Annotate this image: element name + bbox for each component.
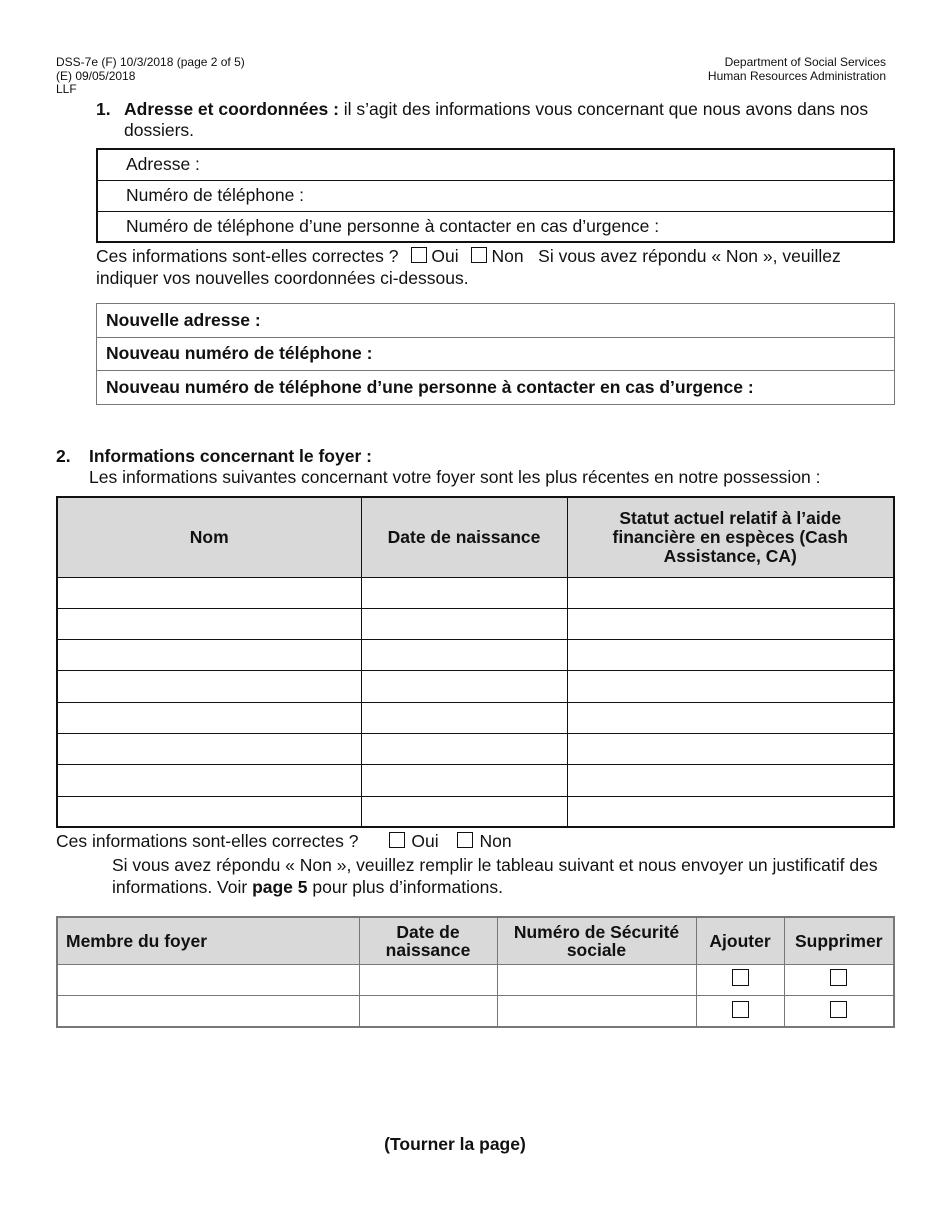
section1-title: Adresse et coordonnées :: [124, 99, 339, 119]
section1-question: [96, 245, 896, 289]
remove-checkbox[interactable]: [830, 1001, 847, 1018]
member-ssn-cell[interactable]: [497, 996, 696, 1028]
table-row: [57, 608, 894, 639]
table-cell: [57, 671, 361, 702]
table-cell: [361, 702, 567, 733]
member-ssn-cell[interactable]: [497, 964, 696, 996]
table-cell: [361, 765, 567, 796]
section2-question-text: Ces informations sont-elles correctes ?: [56, 831, 359, 851]
table-cell: [361, 733, 567, 764]
table-cell: [57, 640, 361, 671]
page-reference: page 5: [252, 877, 308, 897]
section2-yes-label: Oui: [411, 831, 439, 851]
column-header-ssn: Numéro de Sécurité sociale: [497, 917, 696, 964]
section1-question-text: Ces informations sont-elles correctes ?: [96, 246, 399, 266]
new-address-field[interactable]: Nouvelle adresse :: [97, 304, 895, 338]
section2-note: [112, 854, 902, 898]
table-cell: [567, 671, 894, 702]
table-cell: [567, 765, 894, 796]
section1-yes-checkbox[interactable]: [411, 247, 427, 263]
add-cell: [696, 964, 784, 996]
table-cell: [57, 796, 361, 827]
section1-number: 1.: [96, 99, 111, 119]
form-id-line: DSS-7e (F) 10/3/2018 (page 2 of 5): [56, 55, 245, 69]
table-cell: [567, 577, 894, 608]
column-header-name: Nom: [57, 497, 361, 577]
remove-cell: [784, 996, 894, 1028]
table-row: [57, 765, 894, 796]
section2-no-label: Non: [479, 831, 512, 851]
agency-department: Department of Social Services: [724, 55, 886, 69]
table-cell: [567, 796, 894, 827]
section1-heading: [96, 99, 896, 141]
add-checkbox[interactable]: [732, 969, 749, 986]
table-row: [57, 796, 894, 827]
member-name-cell[interactable]: [57, 964, 359, 996]
table-cell: [57, 702, 361, 733]
turn-page-note: (Tourner la page): [384, 1134, 526, 1154]
section2-note-end: pour plus d’informations.: [307, 877, 504, 897]
section2-heading: [56, 446, 372, 467]
table-row: [57, 577, 894, 608]
member-birthdate-cell[interactable]: [359, 964, 497, 996]
table-cell: [361, 796, 567, 827]
form-date-line: (E) 09/05/2018: [56, 68, 136, 83]
add-checkbox[interactable]: [732, 1001, 749, 1018]
form-lang-line: LLF: [56, 82, 77, 96]
member-birthdate-cell[interactable]: [359, 996, 497, 1028]
agency-block: [708, 56, 886, 83]
section2-title: Informations concernant le foyer :: [89, 446, 372, 466]
table-cell: [361, 577, 567, 608]
phone-field: Numéro de téléphone :: [97, 180, 894, 211]
section2-note-text: Si vous avez répondu « Non », veuillez remplir le tableau suivant et nous envoyer un justificatif des informations. Voir: [112, 855, 878, 897]
section2-question: [56, 831, 512, 852]
column-header-add: Ajouter: [696, 917, 784, 964]
section1-intro: il s’agit des informations vous concernant que nous avons dans nos dossiers.: [124, 99, 869, 140]
household-table: [56, 496, 895, 828]
section1-instruction: Si vous avez répondu « Non », veuillez indiquer vos nouvelles coordonnées ci-dessous.: [96, 246, 841, 288]
new-contact-table: [96, 303, 895, 405]
emergency-phone-field: Numéro de téléphone d’une personne à contacter en cas d’urgence :: [97, 211, 894, 242]
table-cell: [361, 640, 567, 671]
table-row: [57, 733, 894, 764]
section2-intro: Les informations suivantes concernant votre foyer sont les plus récentes en notre possession :: [89, 467, 821, 487]
table-cell: [567, 733, 894, 764]
column-header-birthdate: Date de naissance: [361, 497, 567, 577]
table-cell: [57, 577, 361, 608]
table-cell: [567, 640, 894, 671]
table-row: [57, 671, 894, 702]
table-cell: [361, 608, 567, 639]
section2-number: 2.: [56, 446, 71, 466]
address-field: Adresse :: [97, 149, 894, 180]
form-id-block: [56, 56, 245, 97]
section1-no-label: Non: [491, 246, 524, 266]
table-row: [57, 996, 894, 1028]
table-row: [57, 640, 894, 671]
section2-no-checkbox[interactable]: [457, 832, 473, 848]
section1-no-checkbox[interactable]: [471, 247, 487, 263]
member-name-cell[interactable]: [57, 996, 359, 1028]
household-changes-table: [56, 916, 895, 1028]
column-header-ca-status: Statut actuel relatif à l’aide financière en espèces (Cash Assistance, CA): [567, 497, 894, 577]
table-cell: [567, 608, 894, 639]
column-header-member: Membre du foyer: [57, 917, 359, 964]
table-cell: [57, 608, 361, 639]
agency-administration: Human Resources Administration: [707, 68, 886, 83]
column-header-member-birthdate: Date de naissance: [359, 917, 497, 964]
table-cell: [57, 733, 361, 764]
remove-cell: [784, 964, 894, 996]
table-cell: [567, 702, 894, 733]
add-cell: [696, 996, 784, 1028]
column-header-remove: Supprimer: [784, 917, 894, 964]
new-emergency-phone-field[interactable]: Nouveau numéro de téléphone d’une personne à contacter en cas d’urgence :: [97, 371, 895, 405]
new-phone-field[interactable]: Nouveau numéro de téléphone :: [97, 337, 895, 371]
table-cell: [57, 765, 361, 796]
table-cell: [361, 671, 567, 702]
table-row: [57, 964, 894, 996]
remove-checkbox[interactable]: [830, 969, 847, 986]
current-contact-table: [96, 148, 895, 243]
section1-yes-label: Oui: [431, 246, 459, 266]
table-row: [57, 702, 894, 733]
section2-yes-checkbox[interactable]: [389, 832, 405, 848]
